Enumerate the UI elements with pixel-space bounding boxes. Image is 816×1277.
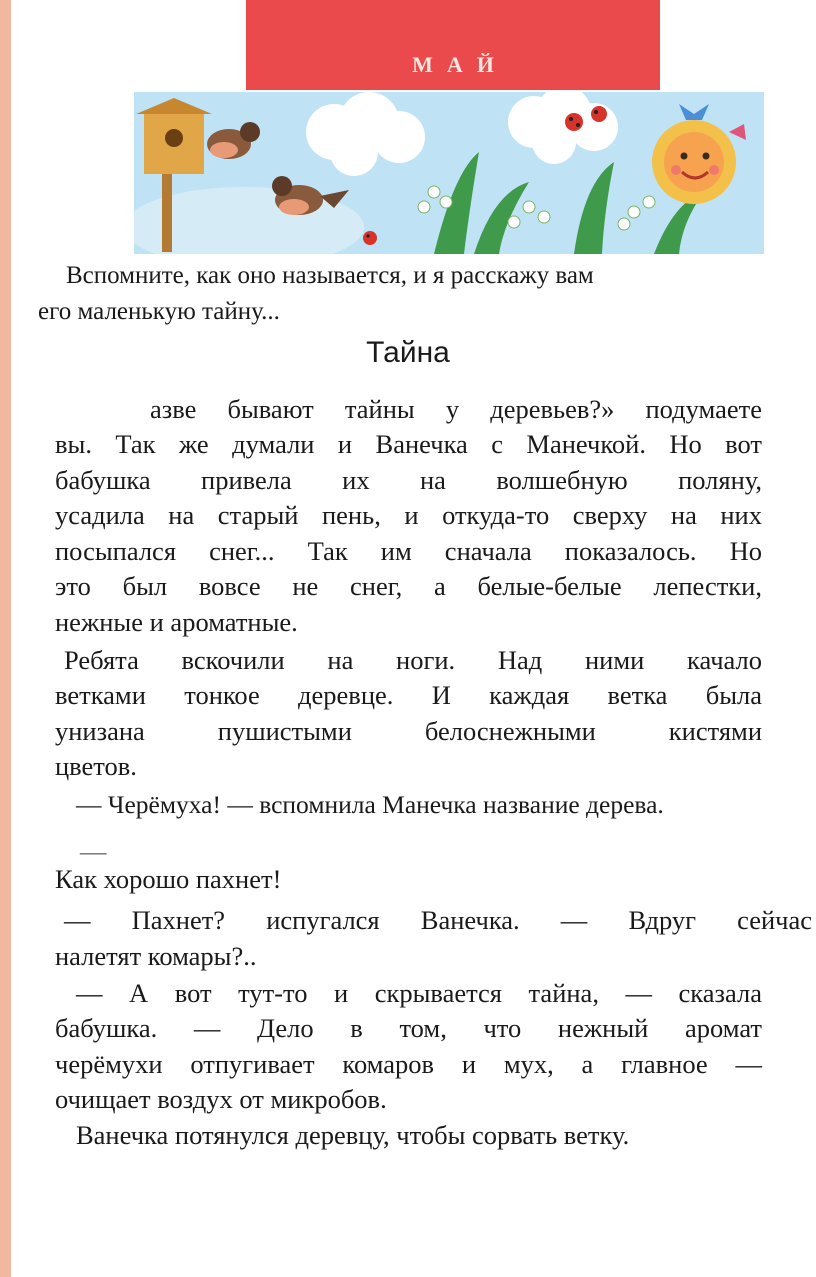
story-line: ветками тонкое деревце. И каждая ветка была — [55, 680, 762, 710]
story-line: это был вовсе не снег, а белые-белые лепестки, — [55, 571, 762, 601]
story-line: — А вот тут-то и скрывается тайна, — сказала — [76, 978, 762, 1008]
month-banner — [246, 0, 660, 90]
story-line: унизана пушистыми белоснежными кистями — [55, 716, 762, 746]
story-line: Ванечка потянулся деревцу, чтобы сорвать ветку. — [76, 1120, 630, 1150]
intro-line-1: Вспомните, как оно называется, и я расскажу вам — [66, 262, 594, 289]
story-line: посыпался снег... Так им сначала показалось. Но — [55, 536, 762, 566]
intro-line-2: его маленькую тайну... — [38, 298, 280, 325]
story-line: цветов. — [55, 751, 137, 781]
story-line: вы. Так же думали и Ванечка с Манечкой. Но вот — [55, 429, 762, 459]
story-line: — Черёмуха! — вспомнила Манечка название дерева. — [76, 790, 664, 819]
page-edge-stripe — [0, 0, 11, 1277]
story-line: — — [80, 836, 107, 866]
story-title: Тайна — [366, 336, 450, 369]
story-line: усадила на старый пень, и откуда-то сверху на них — [55, 500, 762, 530]
story-line: Ребята вскочили на ноги. Над ними качало — [64, 645, 762, 675]
spring-illustration — [134, 92, 764, 254]
story-line: азве бывают тайны у деревьев?» подумаете — [150, 394, 762, 424]
story-line: очищает воздух от микробов. — [55, 1084, 387, 1114]
story-line: Как хорошо пахнет! — [55, 864, 282, 894]
story-line: налетят комары?.. — [55, 941, 257, 971]
story-line: бабушка. — Дело в том, что нежный аромат — [55, 1013, 762, 1043]
story-line: нежные и ароматные. — [55, 607, 298, 637]
month-label: МАЙ — [412, 52, 508, 77]
story-line: черёмухи отпугивает комаров и мух, а главное — — [55, 1049, 762, 1079]
story-line: бабушка привела их на волшебную поляну, — [55, 465, 762, 495]
story-line: — Пахнет? испугался Ванечка. — Вдруг сейчас — [64, 905, 812, 935]
